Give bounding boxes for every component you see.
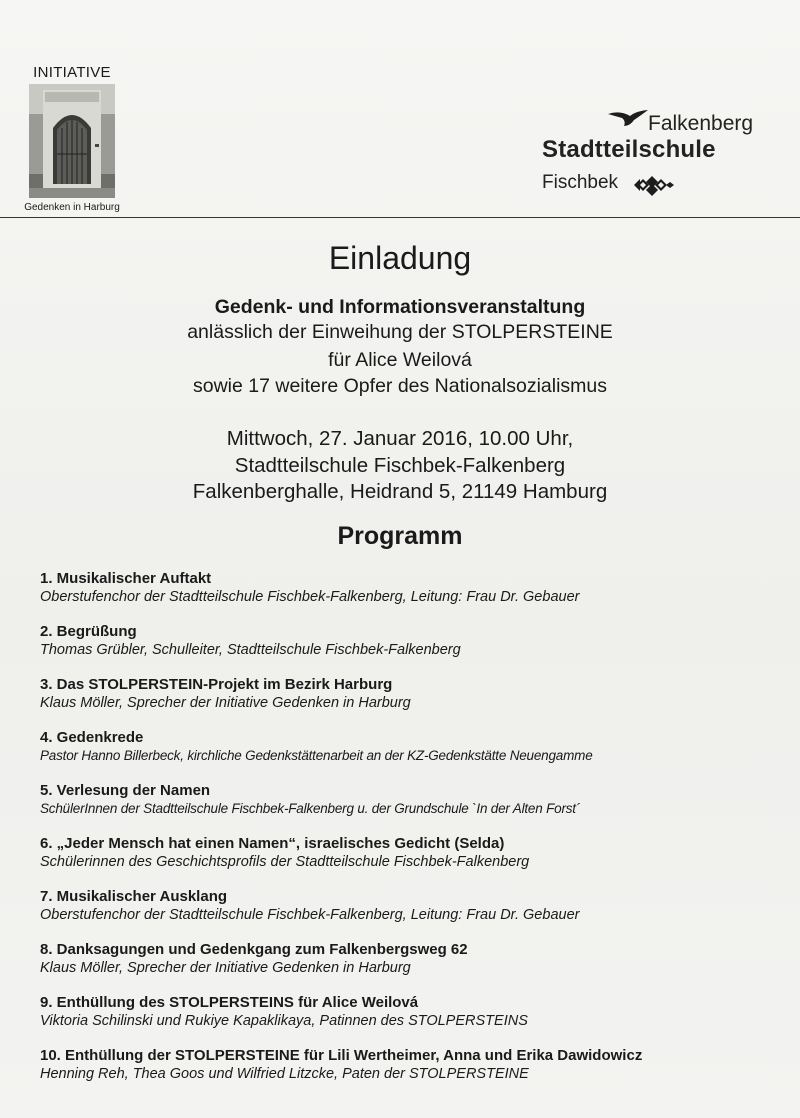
program-item: [40, 1047, 780, 1100]
event-subtitle: Gedenk- und Informationsveranstaltung: [214, 296, 586, 318]
program-item: [40, 994, 780, 1047]
program-item-desc: Pastor Hanno Billerbeck, kirchliche Gedenkstättenarbeit an der KZ-Gedenkstätte Neuengamme: [40, 748, 593, 763]
program-item-desc: Oberstufenchor der Stadtteilschule Fischbek-Falkenberg, Leitung: Frau Dr. Gebauer: [40, 907, 580, 923]
event-line-3: für Alice Weilová: [328, 349, 472, 371]
memorial-gate-photo: [29, 84, 115, 198]
event-line-4: sowie 17 weitere Opfer des Nationalsozialismus: [192, 375, 608, 397]
program-item-title: 3. Das STOLPERSTEIN-Projekt im Bezirk Harburg: [40, 676, 393, 693]
program-item-title: 2. Begrüßung: [40, 623, 137, 640]
program-item-desc: SchülerInnen der Stadtteilschule Fischbek-Falkenberg u. der Grundschule `In der Alten Forst´: [40, 801, 581, 816]
program-item-desc: Viktoria Schilinski und Rukiye Kapaklikaya, Patinnen des STOLPERSTEINS: [40, 1013, 528, 1029]
event-address: Falkenberghalle, Heidrand 5, 21149 Hamburg: [192, 480, 608, 503]
program-item-title: 1. Musikalischer Auftakt: [40, 570, 212, 587]
event-line-2: anlässlich der Einweihung der STOLPERSTEINE: [187, 321, 613, 343]
program-item-title: 7. Musikalischer Ausklang: [40, 888, 228, 905]
program-list: [40, 570, 780, 1100]
program-item-desc: Klaus Möller, Sprecher der Initiative Gedenken in Harburg: [40, 695, 411, 711]
program-item: [40, 676, 780, 729]
program-item-desc: Thomas Grübler, Schulleiter, Stadtteilschule Fischbek-Falkenberg: [40, 642, 461, 658]
diamond-pattern-icon: [632, 174, 676, 196]
program-item: [40, 835, 780, 888]
program-item-title: 8. Danksagungen und Gedenkgang zum Falkenbergsweg 62: [40, 941, 468, 958]
program-item-desc: Oberstufenchor der Stadtteilschule Fischbek-Falkenberg, Leitung: Frau Dr. Gebauer: [40, 589, 580, 605]
school-name-top: Falkenberg: [648, 112, 754, 135]
program-item-title: 4. Gedenkrede: [40, 729, 144, 746]
school-name-sub: Fischbek: [542, 172, 619, 193]
falcon-icon: [606, 108, 650, 128]
event-date: Mittwoch, 27. Januar 2016, 10.00 Uhr,: [226, 427, 574, 450]
program-item: [40, 941, 780, 994]
initiative-caption: Gedenken in Harburg: [24, 202, 120, 213]
program-item: [40, 729, 780, 782]
program-item: [40, 888, 780, 941]
school-name: Stadtteilschule: [542, 136, 716, 163]
program-item: [40, 782, 780, 835]
program-item-desc: Henning Reh, Thea Goos und Wilfried Litzcke, Paten der STOLPERSTEINE: [40, 1066, 529, 1082]
program-item: [40, 623, 780, 676]
program-item-desc: Schülerinnen des Geschichtsprofils der Stadtteilschule Fischbek-Falkenberg: [40, 854, 530, 870]
program-item-title: 5. Verlesung der Namen: [40, 782, 211, 799]
initiative-title: INITIATIVE: [33, 64, 111, 81]
program-item-desc: Klaus Möller, Sprecher der Initiative Gedenken in Harburg: [40, 960, 411, 976]
program-item-title: 9. Enthüllung des STOLPERSTEINS für Alice Weilová: [40, 994, 419, 1011]
event-venue: Stadtteilschule Fischbek-Falkenberg: [234, 454, 566, 477]
initiative-logo: [24, 64, 120, 213]
header-divider: [0, 217, 800, 218]
program-item: [40, 570, 780, 623]
program-heading: Programm: [337, 522, 463, 550]
program-item-title: 10. Enthüllung der STOLPERSTEINE für Lili Wertheimer, Anna und Erika Dawidowicz: [40, 1047, 643, 1064]
program-item-title: 6. „Jeder Mensch hat einen Namen“, israelisches Gedicht (Selda): [40, 835, 505, 852]
page-title: Einladung: [328, 240, 472, 276]
